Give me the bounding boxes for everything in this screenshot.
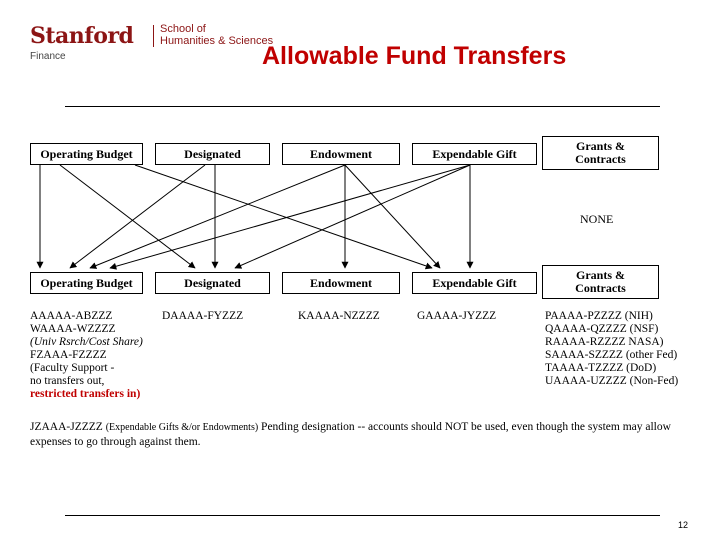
- slide-title: Allowable Fund Transfers: [262, 42, 567, 70]
- target-grants-line2: Contracts: [575, 281, 626, 295]
- logo-wordmark: Stanford: [30, 23, 134, 49]
- code-note: (Univ Rsrch/Cost Share): [30, 336, 143, 348]
- target-grants-line1: Grants &: [576, 268, 625, 282]
- code-line: DAAAA-FYZZZ: [162, 310, 244, 322]
- code-line: AAAAA-ABZZZ: [30, 310, 113, 322]
- code-line: RAAAA-RZZZZ NASA): [545, 336, 664, 348]
- target-expendable-gift: Expendable Gift: [412, 272, 537, 294]
- code-line: SAAAA-SZZZZ (other Fed): [545, 349, 678, 361]
- arrow-expendable-to-operating: [110, 165, 470, 268]
- target-grants-contracts: [542, 265, 659, 299]
- code-note: (Faculty Support -: [30, 362, 115, 374]
- arrow-endowment-to-expendable: [345, 165, 440, 268]
- logo-unit: Finance: [30, 51, 66, 62]
- arrow-operating-to-expendable: [135, 165, 432, 268]
- note-code: JZAAA-JZZZZ: [30, 421, 103, 433]
- code-note-restricted: restricted transfers in): [30, 388, 141, 400]
- source-grants-line2: Contracts: [575, 152, 626, 166]
- arrow-designated-to-operating: [70, 165, 205, 268]
- arrow-expendable-to-designated: [235, 165, 470, 268]
- code-line: GAAAA-JYZZZ: [417, 310, 497, 322]
- endowment-codes: [298, 310, 380, 323]
- source-endowment: Endowment: [282, 143, 400, 165]
- operating-codes: [30, 310, 143, 401]
- code-line: FZAAA-FZZZZ: [30, 349, 107, 361]
- expendable-codes: [417, 310, 496, 323]
- source-designated: Designated: [155, 143, 270, 165]
- source-operating-budget: Operating Budget: [30, 143, 143, 165]
- target-endowment: Endowment: [282, 272, 400, 294]
- code-line: PAAAA-PZZZZ (NIH): [545, 310, 653, 322]
- note-qualifier: (Expendable Gifts &/or Endowments): [105, 422, 259, 433]
- logo-school-line2: Humanities & Sciences: [160, 35, 274, 47]
- source-grants-contracts: [542, 136, 659, 170]
- target-designated: Designated: [155, 272, 270, 294]
- code-note: no transfers out,: [30, 375, 105, 387]
- grants-codes: [545, 310, 678, 388]
- code-line: UAAAA-UZZZZ (Non-Fed): [545, 375, 679, 387]
- code-line: KAAAA-NZZZZ: [298, 310, 380, 322]
- code-line: WAAAA-WZZZZ: [30, 323, 116, 335]
- source-grants-line1: Grants &: [576, 139, 625, 153]
- note-text: Pending designation -- accounts should NOT be used, even though the system may allow expenses to go through against them.: [30, 421, 671, 448]
- code-line: QAAAA-QZZZZ (NSF): [545, 323, 659, 335]
- pending-designation-note: [30, 420, 690, 449]
- designated-codes: [162, 310, 243, 323]
- logo-school-line1: School of: [160, 23, 206, 35]
- code-line: TAAAA-TZZZZ (DoD): [545, 362, 657, 374]
- source-expendable-gift: Expendable Gift: [412, 143, 537, 165]
- page-number: 12: [678, 520, 689, 530]
- target-operating-budget: Operating Budget: [30, 272, 143, 294]
- none-label: NONE: [580, 212, 614, 226]
